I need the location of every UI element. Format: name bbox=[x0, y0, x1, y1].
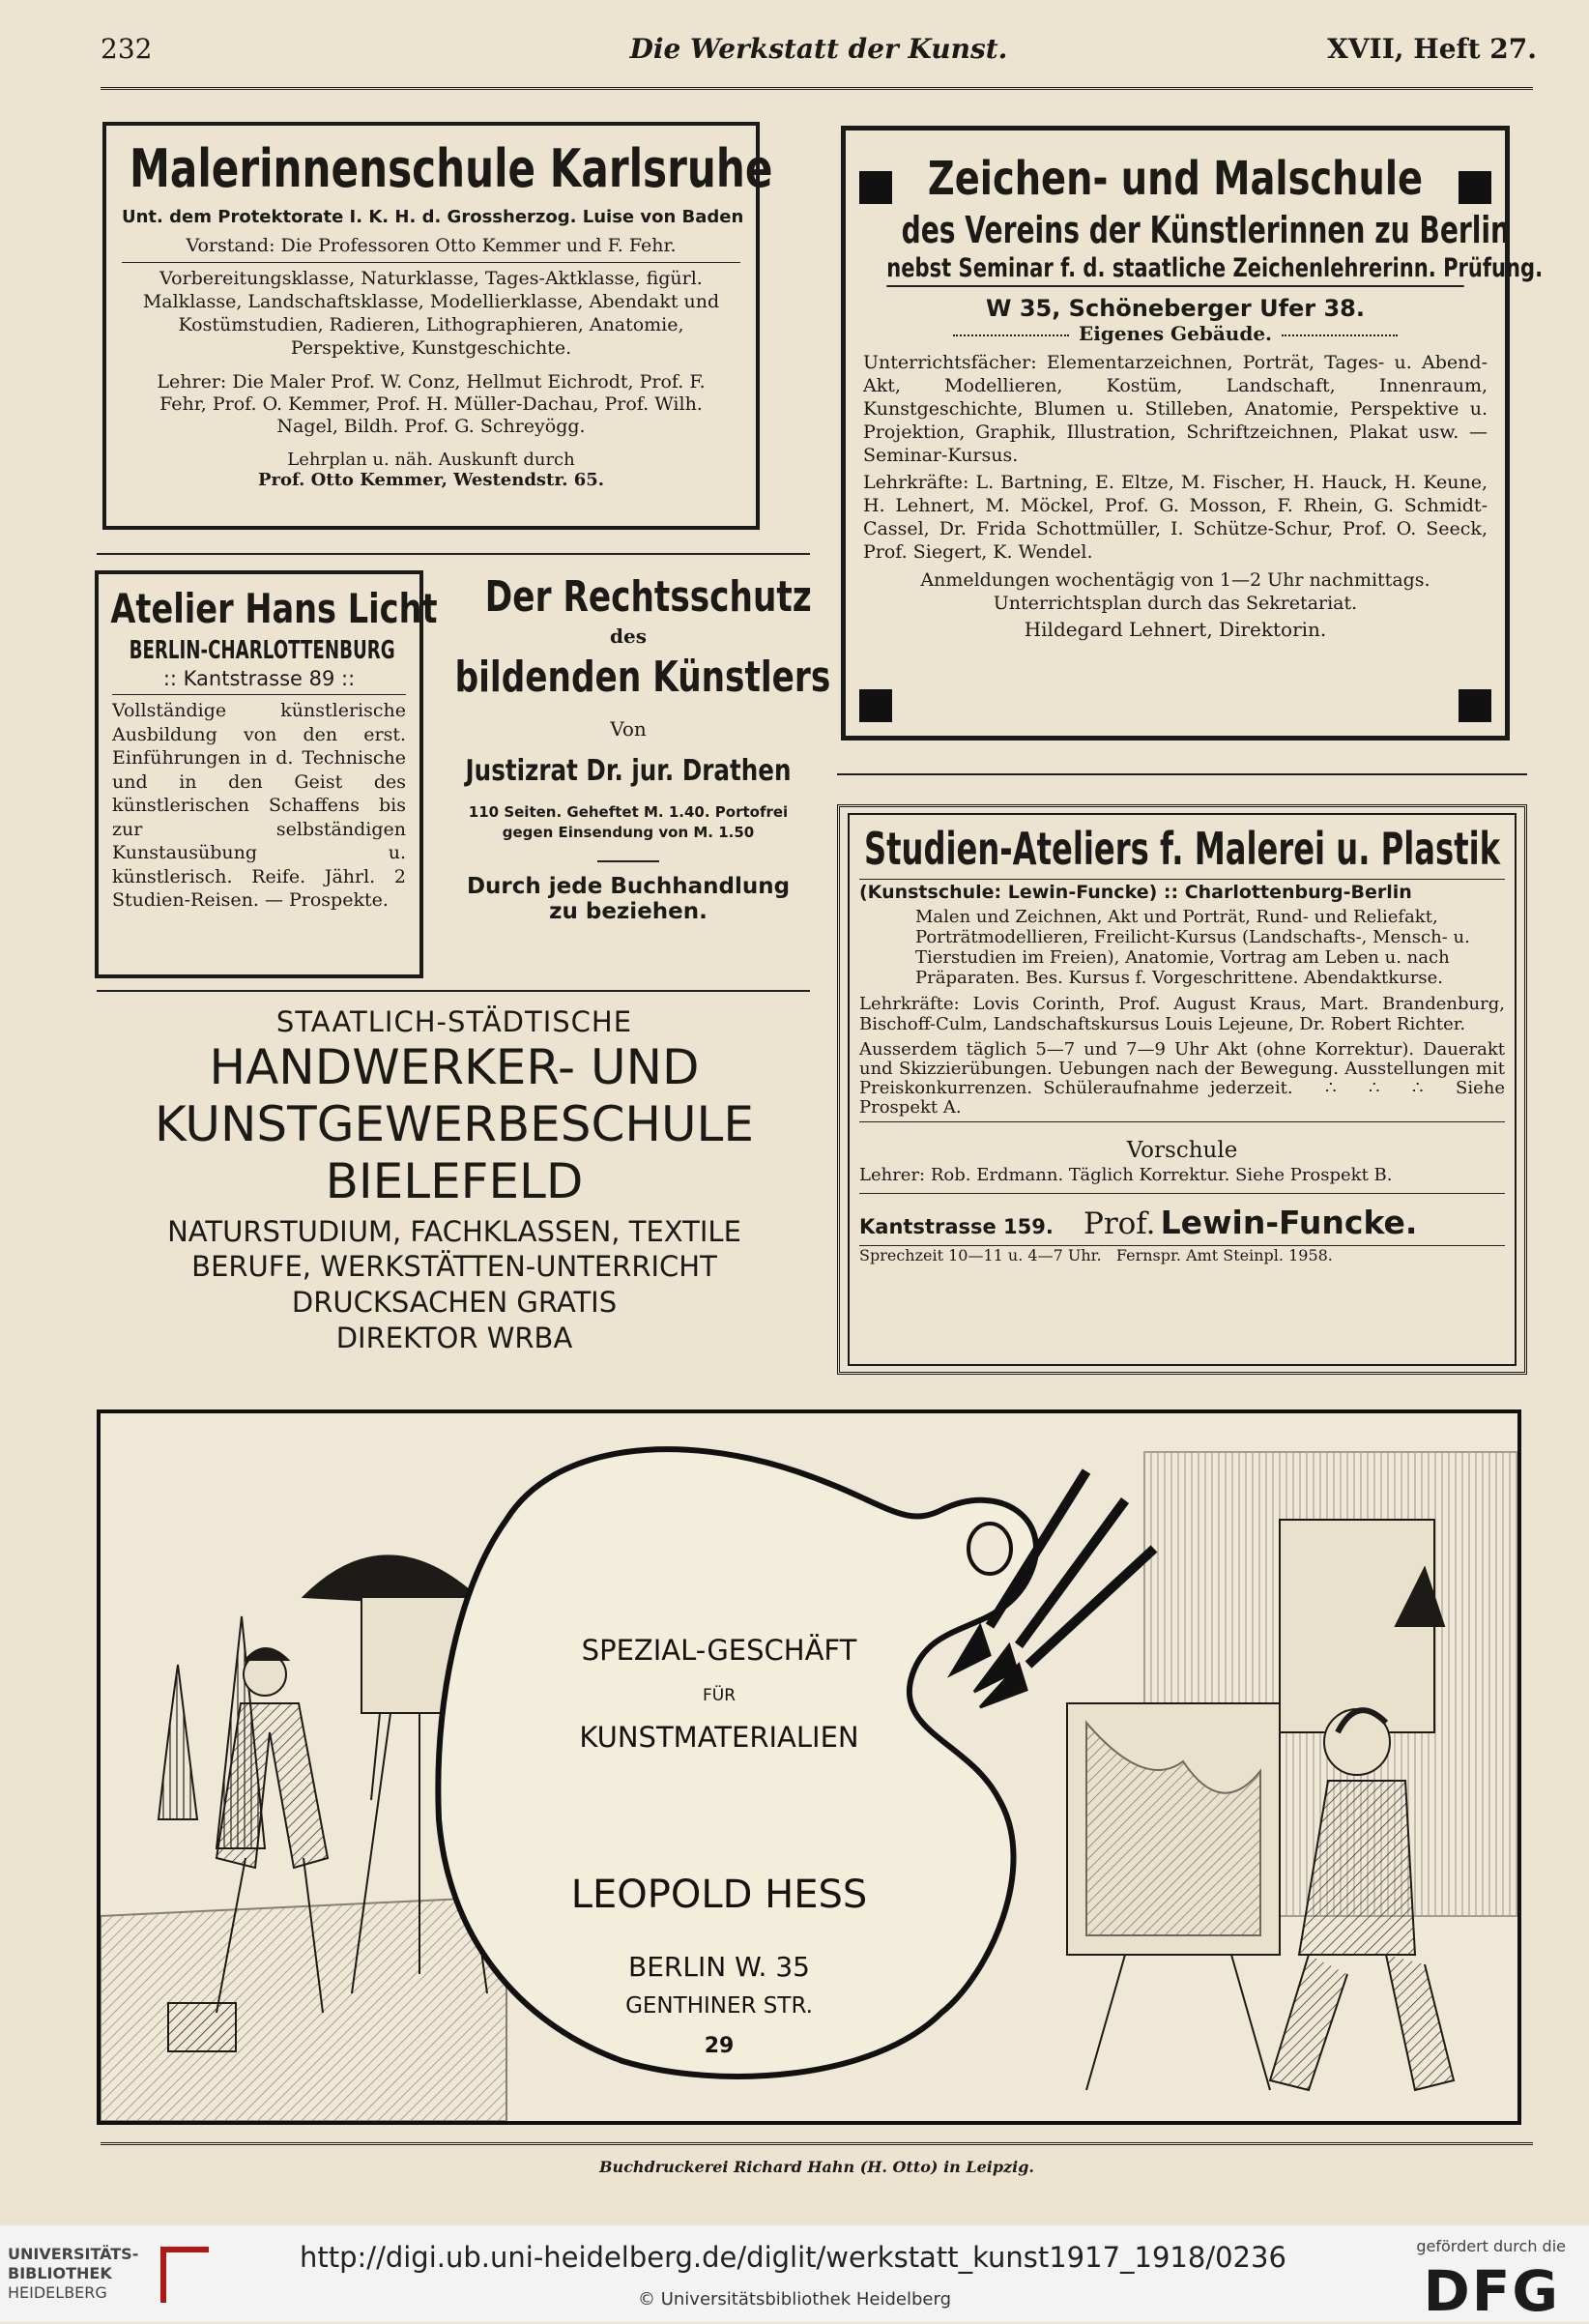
ad-berlin-verein-seminar: nebst Seminar f. d. staatliche Zeichenlehrerinn. Prüfung. bbox=[886, 252, 1463, 287]
ad-rechtsschutz-order1: Durch jede Buchhandlung bbox=[466, 874, 791, 899]
ad-bielefeld bbox=[97, 1005, 812, 1373]
ad-karlsruhe-title: Malerinnenschule Karlsruhe bbox=[130, 138, 773, 199]
ad-bielefeld-line1: STAATLICH-STÄDTISCHE bbox=[275, 1005, 633, 1038]
ad-berlin-verein-title: Zeichen- und Malschule bbox=[927, 152, 1424, 206]
ad-lewin-prep-body: Lehrer: Rob. Erdmann. Täglich Korrektur. Siehe Prospekt B. bbox=[859, 1165, 1505, 1194]
ad-bielefeld-line8: DIREKTOR WRBA bbox=[335, 1322, 573, 1354]
ad-rechtsschutz-line2: des bbox=[610, 625, 647, 648]
printer-imprint: Buchdruckerei Richard Hahn (H. Otto) in Leipzig. bbox=[599, 2158, 1034, 2176]
copyright-notice: © Universitätsbibliothek Heidelberg bbox=[638, 2289, 952, 2309]
ad-lewin-title: Studien-Ateliers f. Malerei u. Plastik bbox=[863, 823, 1501, 875]
ad-bielefeld-line2: HANDWERKER- UND bbox=[209, 1039, 700, 1095]
ad-berlin-verein bbox=[841, 126, 1544, 741]
ad-rechtsschutz bbox=[445, 570, 831, 996]
ad-lewin-prep-title: Vorschule bbox=[1126, 1138, 1238, 1163]
ad-rechtsschutz-line3: bildenden Künstlers bbox=[454, 653, 831, 702]
digitization-footer bbox=[0, 2225, 1589, 2322]
journal-title: Die Werkstatt der Kunst. bbox=[629, 33, 1008, 65]
ad-bielefeld-line4: BIELEFELD bbox=[325, 1153, 584, 1209]
ad-karlsruhe-patron: Unt. dem Protektorate I. K. H. d. Grossherzog. Luise von Baden bbox=[122, 207, 744, 227]
ad-licht-body: Vollständige künstlerische Ausbildung von den erst. Einführungen in d. Technische und in den Geist des künstlerischen Schaffens bis zur selbständigen Kunstausübung u. künstlerisch. Reife. Jährl. 2 Studien-Reisen. — Prospekte. bbox=[112, 700, 406, 911]
corner-square-bottom-left bbox=[859, 689, 892, 722]
ad-lewin-school: (Kunstschule: Lewin-Funcke) :: Charlottenburg-Berlin bbox=[859, 879, 1505, 903]
dfg-logo: DFG bbox=[1423, 2258, 1560, 2324]
ad-licht-location: BERLIN-CHARLOTTENBURG bbox=[129, 636, 395, 665]
ad-rechtsschutz-order2: zu beziehen. bbox=[549, 899, 708, 924]
ad-hess-name: LEOPOLD HESS bbox=[570, 1873, 868, 1917]
ad-berlin-verein-director: Hildegard Lehnert, Direktorin. bbox=[1024, 618, 1327, 641]
ad-berlin-verein-subjects: Unterrichtsfächer: Elementarzeichnen, Porträt, Tages- u. Abend-Akt, Modellieren, Kostüm, Landschaft, Innenraum, Kunstgeschichte, Blumen u. Stilleben, Anatomie, Perspektive u. Projektion, Graphik, Illustration, Schriftzeichnen, Plakat usw. — Seminar-Kursus. bbox=[863, 352, 1488, 466]
ad-bielefeld-line7: DRUCKSACHEN GRATIS bbox=[291, 1286, 618, 1319]
corner-square-top-left bbox=[859, 171, 892, 204]
running-head bbox=[101, 29, 1537, 85]
ad-karlsruhe bbox=[102, 122, 773, 530]
ad-lewin-street: Kantstrasse 159. bbox=[859, 1215, 1054, 1238]
ad-hess-line2: FÜR bbox=[702, 1686, 737, 1705]
library-name-3: HEIDELBERG bbox=[8, 2283, 107, 2302]
ad-berlin-verein-plan: Unterrichtsplan durch das Sekretariat. bbox=[993, 593, 1358, 614]
ad-lewin-teachers: Lehrkräfte: Lovis Corinth, Prof. August Kraus, Mart. Brandenburg, Bischoff-Culm, Landschaftskursus Louis Lejeune, Dr. Robert Richter. bbox=[859, 994, 1505, 1034]
ad-bielefeld-line5: NATURSTUDIUM, FACHKLASSEN, TEXTILE bbox=[167, 1215, 741, 1248]
printer-rule bbox=[101, 2142, 1533, 2145]
ad-berlin-verein-subtitle: des Vereins der Künstlerinnen zu Berlin bbox=[901, 209, 1511, 251]
ad-hess-line1: SPEZIAL-GESCHÄFT bbox=[581, 1634, 857, 1667]
ad-licht-street: :: Kantstrasse 89 :: bbox=[112, 667, 406, 695]
ad-berlin-verein-address: W 35, Schöneberger Ufer 38. bbox=[985, 295, 1365, 322]
corner-square-top-right bbox=[1459, 171, 1491, 204]
ad-rechtsschutz-line1: Der Rechtsschutz bbox=[484, 572, 812, 622]
ad-hess-line3: KUNSTMATERIALIEN bbox=[579, 1721, 859, 1754]
ad-lewin-extra: Ausserdem täglich 5—7 und 7—9 Uhr Akt (ohne Korrektur). Dauerakt und Skizzierübungen. Uebungen nach der Bewegung. Ausstellungen mit Preiskonkurrenzen. Schüleraufnahme jederzeit. ∴ ∴ ∴ Siehe Prospekt A. bbox=[859, 1040, 1505, 1122]
column-rule-1 bbox=[97, 553, 810, 555]
ad-karlsruhe-classes: Vorbereitungsklasse, Naturklasse, Tages-Aktklasse, figürl. Malklasse, Landschaftsklasse, Modellierklasse, Abendakt und Kostümstudien, Radieren, Lithographieren, Anatomie, Perspektive, Kunstgeschichte. bbox=[142, 268, 720, 359]
ad-lewin-hours: Sprechzeit 10—11 u. 4—7 Uhr. Fernspr. Amt Steinpl. 1958. bbox=[859, 1245, 1505, 1264]
ad-hess bbox=[97, 1409, 1521, 2125]
page-number: 232 bbox=[101, 33, 153, 65]
library-emblem-icon bbox=[160, 2247, 209, 2303]
column-rule-3 bbox=[837, 773, 1527, 775]
library-name-2: BIBLIOTHEK bbox=[8, 2264, 112, 2282]
ad-lewin-signature bbox=[859, 1204, 1505, 1241]
issue-number: XVII, Heft 27. bbox=[1327, 33, 1537, 65]
column-rule-2 bbox=[97, 990, 810, 992]
ad-lewin-name: Lewin-Funcke. bbox=[1160, 1204, 1418, 1241]
permalink-url[interactable]: http://digi.ub.uni-heidelberg.de/diglit/werkstatt_kunst1917_1918/0236 bbox=[300, 2241, 1286, 2274]
corner-square-bottom-right bbox=[1459, 689, 1491, 722]
ad-lewin-prof: Prof. bbox=[1083, 1206, 1156, 1241]
ad-licht-title: Atelier Hans Licht bbox=[110, 585, 438, 632]
ad-hess-city: BERLIN W. 35 bbox=[628, 1951, 810, 1983]
ad-hess-number: 29 bbox=[704, 2034, 735, 2058]
library-logo bbox=[8, 2245, 240, 2312]
ad-karlsruhe-board: Vorstand: Die Professoren Otto Kemmer und F. Fehr. bbox=[186, 235, 677, 256]
ad-karlsruhe-teachers: Lehrer: Die Maler Prof. W. Conz, Hellmut Eichrodt, Prof. F. Fehr, Prof. O. Kemmer, Prof. H. Müller-Dachau, Prof. Wilh. Nagel, Bildh. Prof. G. Schreyögg. bbox=[157, 371, 706, 437]
ad-bielefeld-line3: KUNSTGEWERBESCHULE bbox=[154, 1096, 755, 1152]
funding-note: gefördert durch die bbox=[1416, 2237, 1566, 2255]
ad-berlin-verein-building: Eigenes Gebäude. bbox=[1079, 322, 1272, 345]
ad-rechtsschutz-line4: Von bbox=[610, 717, 647, 741]
library-name-1: UNIVERSITÄTS- bbox=[8, 2245, 139, 2263]
ad-licht bbox=[95, 570, 438, 978]
ad-berlin-verein-registration: Anmeldungen wochentägig von 1—2 Uhr nachmittags. bbox=[920, 569, 1430, 591]
ad-bielefeld-line6: BERUFE, WERKSTÄTTEN-UNTERRICHT bbox=[191, 1250, 717, 1283]
header-rule bbox=[101, 87, 1533, 90]
ad-rechtsschutz-author: Justizrat Dr. jur. Drathen bbox=[465, 754, 792, 788]
ad-karlsruhe-info1: Lehrplan u. näh. Auskunft durch bbox=[287, 450, 575, 470]
ad-hess-street: GENTHINER STR. bbox=[625, 1993, 813, 2019]
ad-berlin-verein-teachers: Lehrkräfte: L. Bartning, E. Eltze, M. Fischer, H. Hauck, H. Keune, H. Lehnert, M. Möckel, Prof. G. Mosson, F. Rhein, G. Schmidt-Cassel, Dr. Frida Schottmüller, I. Schütze-Schur, Prof. O. Seeck, Prof. Siegert, K. Wendel. bbox=[863, 472, 1488, 563]
ad-lewin bbox=[837, 804, 1527, 1375]
ad-rechtsschutz-price: 110 Seiten. Geheftet M. 1.40. Portofrei gegen Einsendung von M. 1.50 bbox=[468, 803, 789, 841]
ad-karlsruhe-info2: Prof. Otto Kemmer, Westendstr. 65. bbox=[257, 470, 605, 490]
ad-berlin-verein-building-row bbox=[863, 322, 1488, 345]
ad-lewin-courses: Malen und Zeichnen, Akt und Porträt, Rund- und Reliefakt, Porträtmodellieren, Freilicht-Kursus (Landschafts-, Mensch- u. Tierstudien im Freien), Anatomie, Vortrag am Leben u. nach Präparaten. Bes. Kursus f. Vorgeschrittene. Abendaktkurse. bbox=[915, 907, 1470, 988]
